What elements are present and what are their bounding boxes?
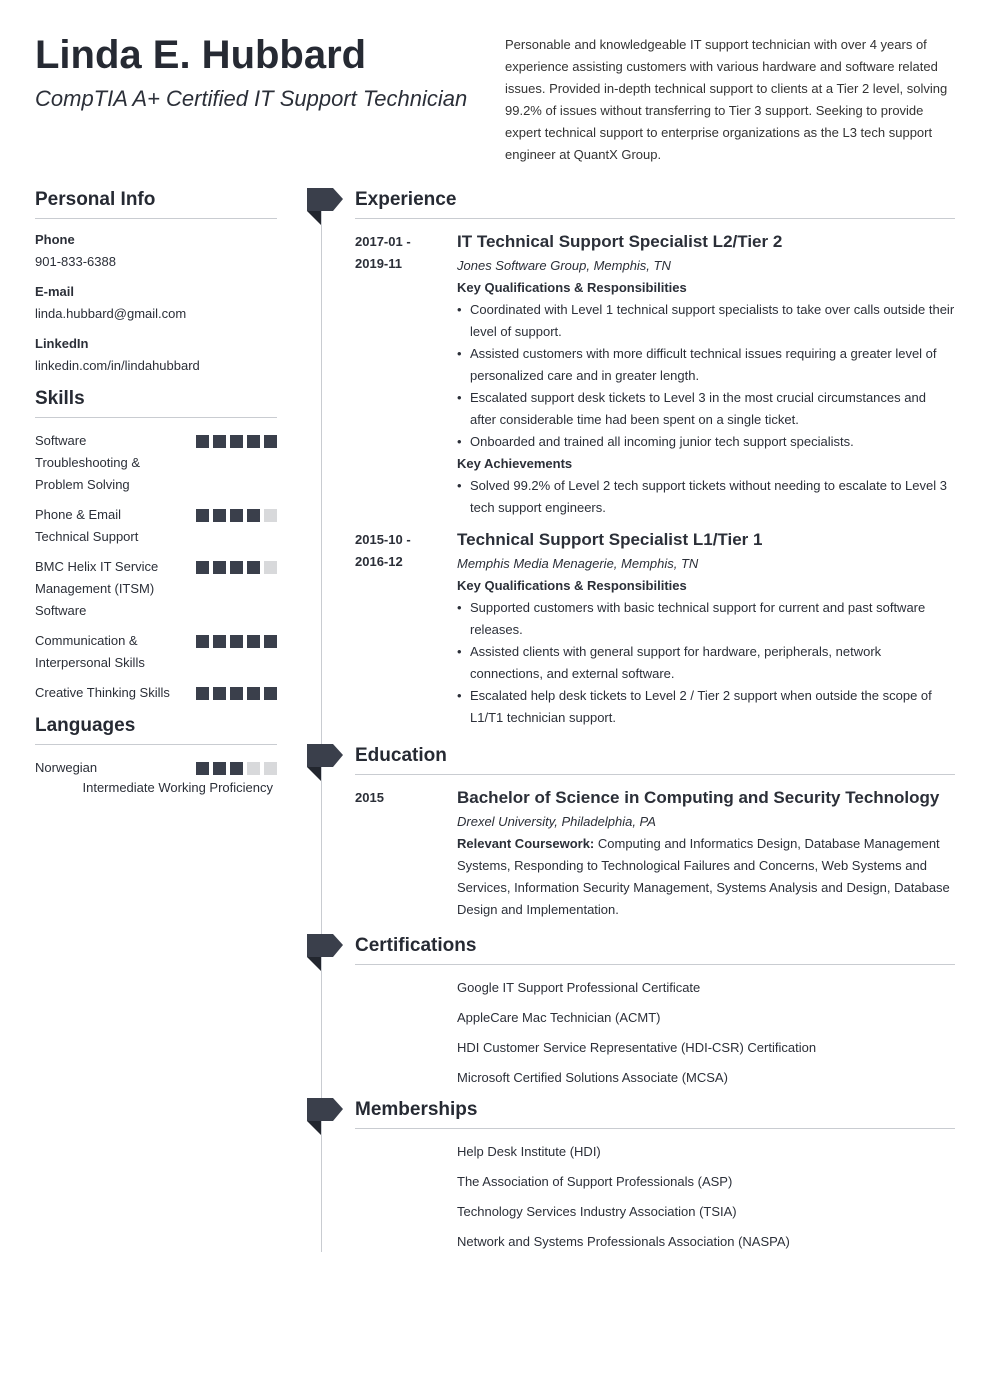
coursework-label: Relevant Coursework: <box>457 836 595 851</box>
rating-square <box>247 509 260 522</box>
skills-list <box>35 430 277 704</box>
bullet-item: • Escalated support desk tickets to Level 3 in the most crucial circumstances and after considerable time had been spent on a single ticket. <box>457 387 955 431</box>
skill-rating <box>196 556 277 622</box>
skill-item <box>35 504 277 548</box>
job-dates <box>355 529 457 729</box>
skill-name: Creative Thinking Skills <box>35 685 170 700</box>
achievements-heading: Key Achievements <box>457 456 573 471</box>
skill-name: Communication & Interpersonal Skills <box>35 633 145 670</box>
job-employer: Memphis Media Menagerie, Memphis, TN <box>457 556 699 571</box>
bullet-item: • Solved 99.2% of Level 2 tech support tickets without needing to escalate to Level 3 tech support engineers. <box>457 475 955 519</box>
rating-square <box>230 687 243 700</box>
rating-square <box>247 435 260 448</box>
language-proficiency: Intermediate Working Proficiency <box>82 780 273 795</box>
responsibilities-list <box>457 299 955 453</box>
rating-square <box>196 561 209 574</box>
candidate-title: CompTIA A+ Certified IT Support Technician <box>35 86 468 111</box>
job-employer: Jones Software Group, Memphis, TN <box>457 258 671 273</box>
rating-square <box>196 435 209 448</box>
rating-square <box>196 635 209 648</box>
memberships-list <box>457 1141 955 1253</box>
bullet-item: • Escalated help desk tickets to Level 2 / Tier 2 support when outside the scope of L1/T1 technician support. <box>457 685 955 729</box>
bullet-item: • Assisted clients with general support for hardware, peripherals, network connections, and external software. <box>457 641 955 685</box>
rating-square <box>230 435 243 448</box>
education-section <box>355 744 955 921</box>
job-entry <box>355 231 955 519</box>
skill-item <box>35 556 277 622</box>
job-date-end: 2016-12 <box>355 554 403 569</box>
bullet-item: • Onboarded and trained all incoming junior tech support specialists. <box>457 431 955 453</box>
job-date-start: 2015-10 - <box>355 532 411 547</box>
languages-list <box>35 757 277 797</box>
skill-rating <box>196 630 277 674</box>
language-name: Norwegian <box>35 760 98 775</box>
bullet-item: • Coordinated with Level 1 technical support specialists to take over calls outside their level of support. <box>457 299 955 343</box>
email-label: E-mail <box>35 284 75 299</box>
candidate-name: Linda E. Hubbard <box>35 33 367 77</box>
phone-label: Phone <box>35 232 75 247</box>
rating-square <box>213 435 226 448</box>
membership-item: Technology Services Industry Association (TSIA) <box>457 1204 737 1219</box>
section-flag-icon <box>307 934 343 972</box>
skill-rating <box>196 682 277 704</box>
school-name: Drexel University, Philadelphia, PA <box>457 814 656 829</box>
certification-item: Microsoft Certified Solutions Associate (MCSA) <box>457 1070 728 1085</box>
skill-item <box>35 682 277 704</box>
certification-item: Google IT Support Professional Certificate <box>457 980 701 995</box>
experience-heading: Experience <box>355 188 955 219</box>
rating-square <box>264 561 277 574</box>
rating-square <box>213 687 226 700</box>
bullet-item: • Assisted customers with more difficult technical issues requiring a greater level of personalized care and in greater length. <box>457 343 955 387</box>
email-value: linda.hubbard@gmail.com <box>35 306 187 321</box>
rating-square <box>247 762 260 775</box>
membership-item: The Association of Support Professionals (ASP) <box>457 1174 733 1189</box>
job-dates <box>355 231 457 519</box>
bullet-item: • Supported customers with basic technical support for current and past software releases. <box>457 597 955 641</box>
rating-square <box>230 762 243 775</box>
language-item <box>35 757 277 779</box>
rating-square <box>213 635 226 648</box>
jobs-list <box>355 231 955 729</box>
membership-item: Help Desk Institute (HDI) <box>457 1144 601 1159</box>
achievements-list <box>457 475 955 519</box>
skill-item <box>35 430 277 496</box>
job-date-end: 2019-11 <box>355 256 402 271</box>
skill-name: Software Troubleshooting & Problem Solving <box>35 433 141 492</box>
responsibilities-list <box>457 597 955 729</box>
skill-name: BMC Helix IT Service Management (ITSM) Software <box>35 559 159 618</box>
memberships-section <box>355 1098 955 1261</box>
summary: Personable and knowledgeable IT support technician with over 4 years of experience assisting customers with various hardware and software related issues. Provided in-depth technical support to clients at a Tier 2 level, solving 99.2% of issues without transferring to Tier 3 support. Seeking to provide expert technical support to enterprise organizations as the L3 tech support engineer at QuantX Group. <box>505 37 948 162</box>
personal-info-heading: Personal Info <box>35 188 277 219</box>
rating-square <box>264 635 277 648</box>
section-flag-icon <box>307 1098 343 1136</box>
job-body <box>457 529 955 729</box>
job-body <box>457 231 955 519</box>
rating-square <box>230 561 243 574</box>
languages-heading: Languages <box>35 714 277 745</box>
rating-square <box>247 561 260 574</box>
rating-square <box>264 762 277 775</box>
certifications-section <box>355 934 955 1097</box>
skill-item <box>35 630 277 674</box>
rating-square <box>264 687 277 700</box>
rating-square <box>230 635 243 648</box>
responsibilities-heading: Key Qualifications & Responsibilities <box>457 578 687 593</box>
language-rating <box>196 757 277 779</box>
linkedin-label: LinkedIn <box>35 336 89 351</box>
coursework <box>457 833 955 921</box>
rating-square <box>264 435 277 448</box>
rating-square <box>196 687 209 700</box>
rating-square <box>213 561 226 574</box>
degree-title: Bachelor of Science in Computing and Security Technology <box>457 788 940 807</box>
job-entry <box>355 529 955 729</box>
rating-square <box>196 509 209 522</box>
rating-square <box>230 509 243 522</box>
skills-heading: Skills <box>35 387 277 418</box>
job-title: Technical Support Specialist L1/Tier 1 <box>457 530 763 549</box>
rating-square <box>213 762 226 775</box>
job-title: IT Technical Support Specialist L2/Tier 2 <box>457 232 783 251</box>
memberships-heading: Memberships <box>355 1098 955 1129</box>
education-date: 2015 <box>355 790 384 805</box>
left-column <box>35 188 277 797</box>
job-date-start: 2017-01 - <box>355 234 411 249</box>
skill-rating <box>196 504 277 548</box>
certification-item: AppleCare Mac Technician (ACMT) <box>457 1010 661 1025</box>
education-heading: Education <box>355 744 955 775</box>
experience-section <box>355 188 955 739</box>
coursework-list: Computing and Informatics Design, Database Management Systems, Responding to Technological Failures and Concerns, Web Systems and Services, Information Security Management, Systems Analysis and Design, Database Design and Implementation. <box>457 836 950 917</box>
rating-square <box>247 687 260 700</box>
education-entry <box>355 787 955 921</box>
linkedin-value: linkedin.com/in/lindahubbard <box>35 358 200 373</box>
responsibilities-heading: Key Qualifications & Responsibilities <box>457 280 687 295</box>
rating-square <box>247 635 260 648</box>
membership-item: Network and Systems Professionals Association (NASPA) <box>457 1234 790 1249</box>
phone-value: 901-833-6388 <box>35 254 116 269</box>
section-flag-icon <box>307 744 343 782</box>
rating-square <box>264 509 277 522</box>
skill-rating <box>196 430 277 496</box>
certifications-list <box>457 977 955 1089</box>
skill-name: Phone & Email Technical Support <box>35 507 139 544</box>
rating-square <box>213 509 226 522</box>
certifications-heading: Certifications <box>355 934 955 965</box>
timeline-line <box>321 210 322 1252</box>
section-flag-icon <box>307 188 343 226</box>
rating-square <box>196 762 209 775</box>
certification-item: HDI Customer Service Representative (HDI-CSR) Certification <box>457 1040 817 1055</box>
